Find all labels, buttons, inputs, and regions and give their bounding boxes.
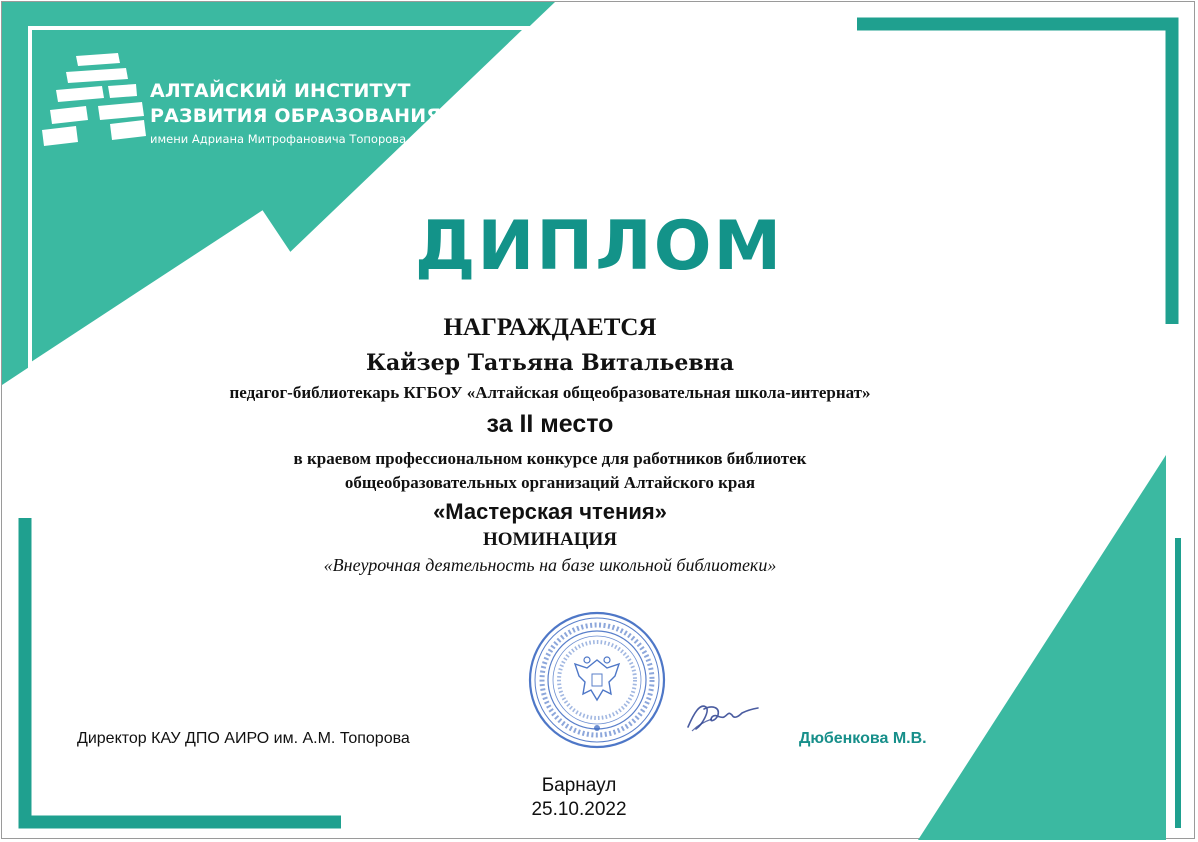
logo-line-1: АЛТАЙСКИЙ ИНСТИТУТ [150, 80, 411, 102]
diploma-title: ДИПЛОМ [414, 207, 784, 286]
contest-description-line-1: в краевом профессиональном конкурсе для работников библиотек [293, 449, 807, 468]
award-place: за II место [486, 410, 614, 438]
institute-logo-text [150, 79, 441, 146]
recipient-position: педагог-библиотекарь КГБОУ «Алтайская общеобразовательная школа-интернат» [229, 383, 871, 402]
signature-icon [682, 695, 762, 737]
awarded-label: НАГРАЖДАЕТСЯ [443, 314, 657, 341]
nomination-label: НОМИНАЦИЯ [482, 529, 618, 550]
issue-date: 25.10.2022 [531, 799, 627, 820]
institute-logo-icon [40, 50, 150, 150]
logo-line-2: РАЗВИТИЯ ОБРАЗОВАНИЯ [150, 105, 442, 127]
director-title: Директор КАУ ДПО АИРО им. А.М. Топорова [77, 730, 410, 747]
logo-line-3: имени Адриана Митрофановича Топорова [150, 132, 407, 146]
director-name: Дюбенкова М.В. [799, 730, 927, 747]
official-seal-icon [527, 610, 667, 750]
issue-city: Барнаул [541, 775, 617, 796]
recipient-name: Кайзер Татьяна Витальевна [365, 350, 734, 376]
bottom-right-edge-strip [1175, 538, 1181, 828]
contest-name: «Мастерская чтения» [433, 499, 667, 524]
nomination-value: «Внеурочная деятельность на базе школьной библиотеки» [323, 555, 777, 575]
contest-description-line-2: общеобразовательных организаций Алтайского края [344, 473, 756, 492]
